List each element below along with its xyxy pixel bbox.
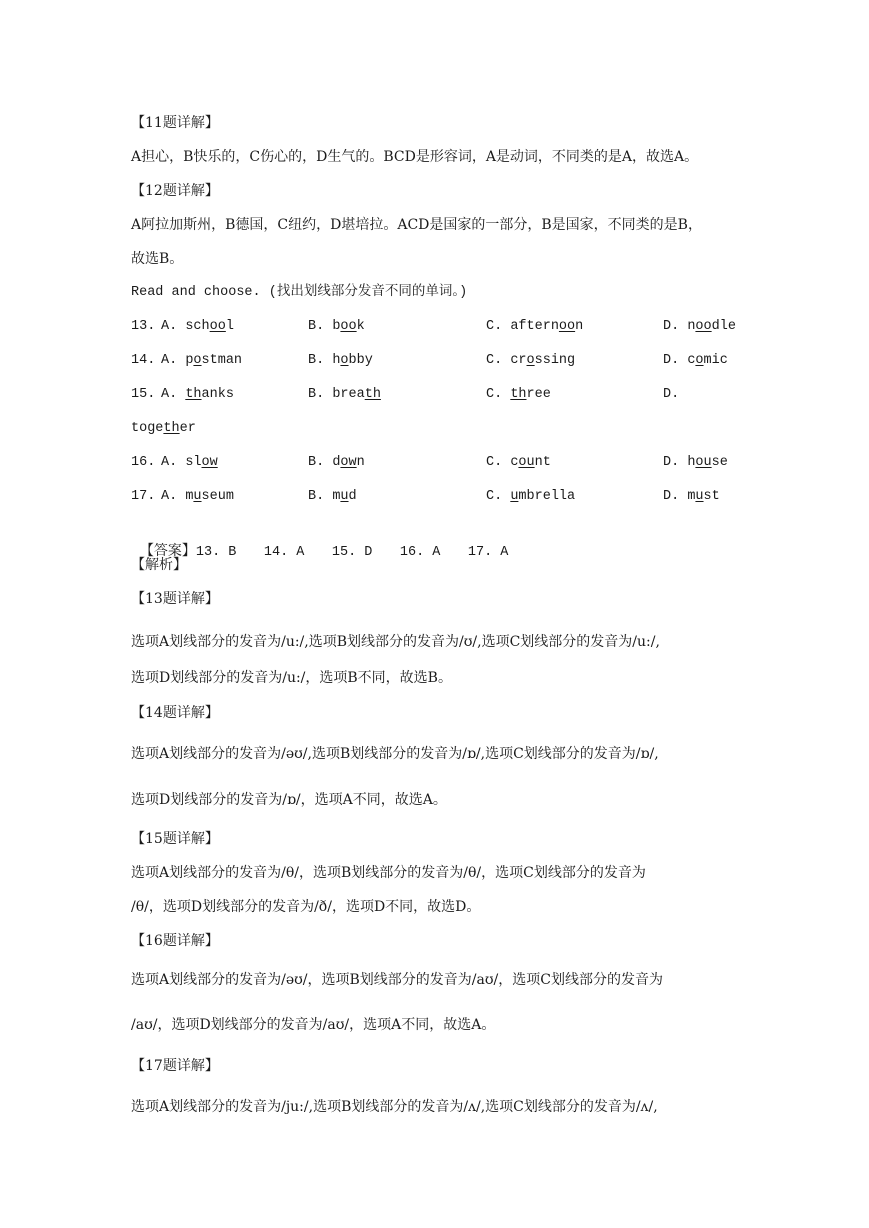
section-13-line1: 选项A划线部分的发音为/u:/,选项B划线部分的发音为/ʊ/,选项C划线部分的发音为/u:/,: [131, 634, 660, 650]
question-number: 16.: [131, 455, 164, 470]
option-c: [486, 317, 583, 337]
word-part: ssing: [534, 353, 576, 368]
word-part: n: [687, 319, 696, 334]
word-part: ree: [526, 387, 551, 402]
word-part: nt: [534, 455, 551, 470]
analysis-heading: 【解析】: [131, 557, 187, 573]
section-17-heading: 【17题详解】: [131, 1058, 219, 1074]
answer-item: 15. D: [331, 545, 373, 560]
option-letter: D.: [663, 489, 688, 504]
option-d-wrapped-word: [131, 419, 196, 439]
option-d: [663, 487, 720, 507]
option-letter: D.: [663, 353, 688, 368]
option-letter: A.: [161, 387, 186, 402]
word-part: mic: [703, 353, 728, 368]
option-a: [161, 351, 242, 371]
section-14-heading: 【14题详解】: [131, 705, 219, 721]
section-15-line2: /θ/，选项D划线部分的发音为/ð/，选项D不同，故选D。: [131, 899, 481, 915]
underlined-part: oo: [695, 319, 712, 334]
word-part: m: [687, 489, 696, 504]
option-b: [308, 453, 365, 473]
underlined-part: th: [163, 421, 180, 436]
option-letter: C.: [486, 319, 511, 334]
option-d: [663, 351, 728, 371]
word-part: n: [575, 319, 584, 334]
question-number: 13.: [131, 319, 164, 334]
word-part: cr: [510, 353, 527, 368]
option-a: [161, 487, 234, 507]
word-part: m: [185, 489, 194, 504]
underlined-part: o: [695, 353, 704, 368]
section-16-line2: /aʊ/，选项D划线部分的发音为/aʊ/，选项A不同，故选A。: [131, 1017, 496, 1033]
section-14-line1: 选项A划线部分的发音为/əʊ/,选项B划线部分的发音为/ɒ/,选项C划线部分的发音为/ɒ/,: [131, 746, 659, 762]
option-letter: D.: [663, 387, 688, 402]
option-b: [308, 487, 357, 507]
word-part: toge: [131, 421, 164, 436]
section-15-heading: 【15题详解】: [131, 831, 219, 847]
option-d: [663, 385, 687, 405]
answer-line: [131, 521, 508, 563]
underlined-part: ou: [518, 455, 535, 470]
option-c: [486, 453, 551, 473]
option-b: [308, 385, 381, 405]
word-part: d: [332, 455, 341, 470]
underlined-part: ou: [695, 455, 712, 470]
option-letter: A.: [161, 353, 186, 368]
option-letter: B.: [308, 353, 333, 368]
underlined-part: oo: [209, 319, 226, 334]
option-d: [663, 453, 728, 473]
word-part: er: [179, 421, 196, 436]
option-c: [486, 385, 551, 405]
question-number: 14.: [131, 353, 164, 368]
option-b: [308, 317, 365, 337]
option-letter: C.: [486, 353, 511, 368]
underlined-part: th: [364, 387, 381, 402]
section-11-text: A担心，B快乐的，C伤心的，D生气的。BCD是形容词，A是动词，不同类的是A，故选A。: [131, 149, 699, 165]
option-a: [161, 385, 234, 405]
section-13-heading: 【13题详解】: [131, 591, 219, 607]
underlined-part: ow: [340, 455, 357, 470]
option-letter: B.: [308, 455, 333, 470]
option-letter: C.: [486, 455, 511, 470]
answer-label: 【答案】: [139, 543, 196, 559]
option-b: [308, 351, 373, 371]
section-13-line2: 选项D划线部分的发音为/u:/，选项B不同，故选B。: [131, 670, 452, 686]
option-c: [486, 351, 575, 371]
word-part: se: [711, 455, 728, 470]
word-part: d: [348, 489, 357, 504]
option-letter: D.: [663, 455, 688, 470]
underlined-part: ow: [201, 455, 218, 470]
option-c: [486, 487, 575, 507]
section-16-line1: 选项A划线部分的发音为/əʊ/，选项B划线部分的发音为/aʊ/，选项C划线部分的发音为: [131, 972, 663, 988]
option-letter: B.: [308, 489, 333, 504]
section-11-heading: 【11题详解】: [131, 115, 219, 131]
word-part: h: [332, 353, 341, 368]
word-part: mbrella: [518, 489, 576, 504]
option-letter: A.: [161, 489, 186, 504]
word-part: bby: [348, 353, 373, 368]
underlined-part: o: [526, 353, 535, 368]
word-part: c: [510, 455, 519, 470]
answer-item: 17. A: [467, 545, 509, 560]
word-part: sl: [185, 455, 202, 470]
option-letter: C.: [486, 489, 511, 504]
section-12-text-line2: 故选B。: [131, 251, 184, 267]
word-part: seum: [201, 489, 234, 504]
word-part: aftern: [510, 319, 559, 334]
word-part: k: [356, 319, 365, 334]
word-part: h: [687, 455, 696, 470]
underlined-part: u: [510, 489, 519, 504]
instruction-text: Read and choose. (找出划线部分发音不同的单词。): [131, 285, 468, 300]
question-number: 15.: [131, 387, 164, 402]
option-letter: C.: [486, 387, 511, 402]
option-letter: B.: [308, 387, 333, 402]
option-letter: A.: [161, 455, 186, 470]
option-a: [161, 317, 234, 337]
section-14-line2: 选项D划线部分的发音为/ɒ/，选项A不同，故选A。: [131, 792, 447, 808]
underlined-part: u: [695, 489, 704, 504]
option-letter: B.: [308, 319, 333, 334]
word-part: stman: [201, 353, 243, 368]
word-part: st: [703, 489, 720, 504]
word-part: sch: [185, 319, 210, 334]
answer-item: 16. A: [399, 545, 441, 560]
underlined-part: o: [340, 353, 349, 368]
answer-item: 14. A: [263, 545, 305, 560]
section-12-text-line1: A阿拉加斯州，B德国，C纽约，D堪培拉。ACD是国家的一部分，B是国家，不同类的是B，: [131, 217, 702, 233]
section-12-heading: 【12题详解】: [131, 183, 219, 199]
option-letter: A.: [161, 319, 186, 334]
underlined-part: th: [185, 387, 202, 402]
underlined-part: o: [193, 353, 202, 368]
option-letter: D.: [663, 319, 688, 334]
word-part: m: [332, 489, 341, 504]
section-15-line1: 选项A划线部分的发音为/θ/，选项B划线部分的发音为/θ/，选项C划线部分的发音为: [131, 865, 646, 881]
underlined-part: u: [340, 489, 349, 504]
underlined-part: th: [510, 387, 527, 402]
word-part: brea: [332, 387, 365, 402]
option-a: [161, 453, 218, 473]
underlined-part: oo: [558, 319, 576, 334]
underlined-part: oo: [340, 319, 357, 334]
option-d: [663, 317, 736, 337]
answer-item: 13. B: [195, 545, 237, 560]
word-part: anks: [201, 387, 234, 402]
question-number: 17.: [131, 489, 164, 504]
word-part: p: [185, 353, 194, 368]
underlined-part: u: [193, 489, 202, 504]
word-part: c: [687, 353, 696, 368]
section-16-heading: 【16题详解】: [131, 933, 219, 949]
word-part: b: [332, 319, 341, 334]
word-part: l: [225, 319, 234, 334]
section-17-line1: 选项A划线部分的发音为/ju:/,选项B划线部分的发音为/ʌ/,选项C划线部分的发音为/ʌ/,: [131, 1099, 658, 1115]
word-part: dle: [711, 319, 736, 334]
word-part: n: [356, 455, 365, 470]
